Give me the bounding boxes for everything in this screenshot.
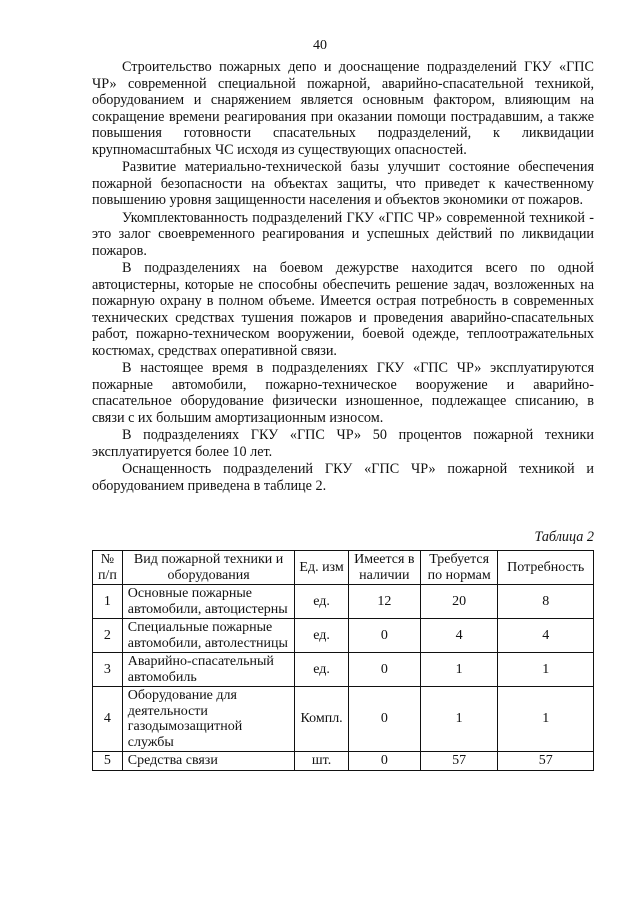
- required-count: 20: [420, 585, 498, 619]
- need-count: 1: [498, 653, 594, 687]
- paragraph: Развитие материально-технической базы улучшит состояние обеспечения пожарной безопасности на объектах защиты, что приведет к качественному повышению уровня защищенности населения и объектов экономики от пожаров.: [92, 159, 594, 208]
- equipment-name: Оборудование для деятельности газодымозащитной службы: [122, 687, 295, 752]
- unit: шт.: [295, 752, 348, 771]
- need-count: 8: [498, 585, 594, 619]
- body-text: [92, 59, 594, 494]
- equipment-name: Специальные пожарные автомобили, автолестницы: [122, 619, 295, 653]
- header-equipment-type: Вид пожарной техники и оборудования: [122, 551, 295, 585]
- header-available: Имеется в наличии: [348, 551, 420, 585]
- unit: ед.: [295, 619, 348, 653]
- required-count: 1: [420, 653, 498, 687]
- page-number: 40: [313, 38, 327, 53]
- table-row: [93, 687, 594, 752]
- required-count: 57: [420, 752, 498, 771]
- required-count: 4: [420, 619, 498, 653]
- paragraph: Оснащенность подразделений ГКУ «ГПС ЧР» пожарной техникой и оборудованием приведена в таблице 2.: [92, 461, 594, 494]
- paragraph: В подразделениях ГКУ «ГПС ЧР» 50 процентов пожарной техники эксплуатируется более 10 лет.: [92, 427, 594, 460]
- table-row: [93, 752, 594, 771]
- header-need: Потребность: [498, 551, 594, 585]
- equipment-name: Аварийно-спасательный автомобиль: [122, 653, 295, 687]
- header-number: № п/п: [93, 551, 123, 585]
- available-count: 12: [348, 585, 420, 619]
- table-row: [93, 585, 594, 619]
- paragraph: Строительство пожарных депо и дооснащение подразделений ГКУ «ГПС ЧР» современной специальной пожарной, аварийно-спасательной техникой, оборудованием и снаряжением является основным фактором, влияющим на сокращение времени реагирования при оказании помощи пострадавшим, а также повышения готовности спасательных подразделений, к ликвидации крупномасштабных ЧС исходя из существующих опасностей.: [92, 59, 594, 158]
- paragraph: В настоящее время в подразделениях ГКУ «ГПС ЧР» эксплуатируются пожарные автомобили, пожарно-техническое вооружение и аварийно-спасательное оборудование физически изношенное, подлежащее списанию, в связи с их большим амортизационным износом.: [92, 360, 594, 426]
- required-count: 1: [420, 687, 498, 752]
- row-number: 5: [93, 752, 123, 771]
- need-count: 57: [498, 752, 594, 771]
- table-caption: Таблица 2: [534, 529, 594, 545]
- row-number: 3: [93, 653, 123, 687]
- table-header-row: [93, 551, 594, 585]
- equipment-name: Средства связи: [122, 752, 295, 771]
- available-count: 0: [348, 653, 420, 687]
- equipment-table: [92, 550, 594, 771]
- equipment-name: Основные пожарные автомобили, автоцистерны: [122, 585, 295, 619]
- available-count: 0: [348, 687, 420, 752]
- row-number: 1: [93, 585, 123, 619]
- unit: Компл.: [295, 687, 348, 752]
- available-count: 0: [348, 752, 420, 771]
- header-unit: Ед. изм: [295, 551, 348, 585]
- need-count: 1: [498, 687, 594, 752]
- header-required: Требуется по нормам: [420, 551, 498, 585]
- row-number: 2: [93, 619, 123, 653]
- paragraph: Укомплектованность подразделений ГКУ «ГПС ЧР» современной техникой - это залог своевременного реагирования и успешных действий по ликвидации пожаров.: [92, 209, 594, 259]
- need-count: 4: [498, 619, 594, 653]
- unit: ед.: [295, 585, 348, 619]
- row-number: 4: [93, 687, 123, 752]
- available-count: 0: [348, 619, 420, 653]
- paragraph: В подразделениях на боевом дежурстве находится всего по одной автоцистерны, которые не способны обеспечить решение задач, возложенных на пожарную охрану в полном объеме. Имеется острая потребность в современных технических средствах тушения пожаров и проведения аварийно-спасательных работ, пожарно-техническом вооружении, боевой одежде, теплоотражательных костюмах, средствах оперативной связи.: [92, 260, 594, 359]
- table-row: [93, 619, 594, 653]
- table-row: [93, 653, 594, 687]
- unit: ед.: [295, 653, 348, 687]
